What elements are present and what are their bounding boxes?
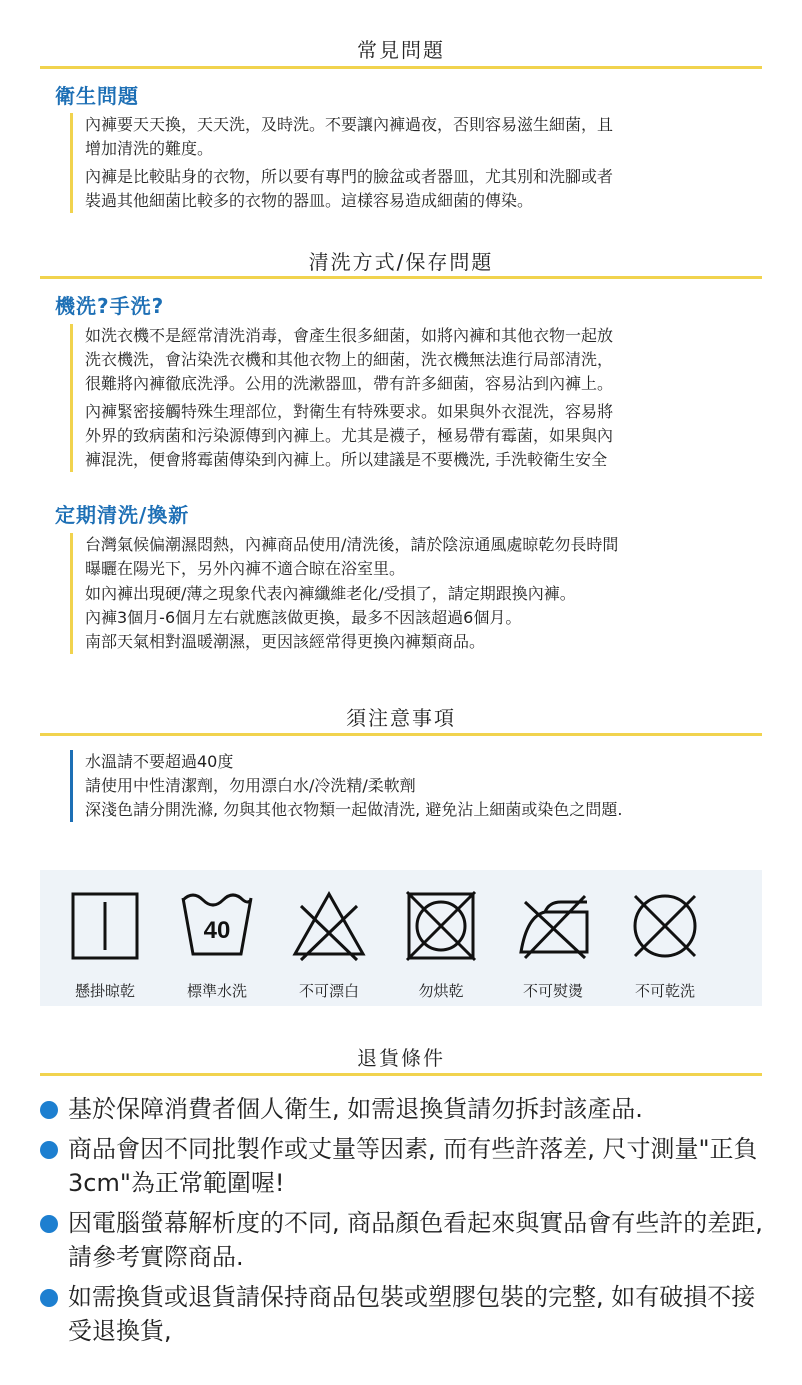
care-label: 不可熨燙	[522, 982, 583, 1000]
bullet-icon	[40, 1101, 58, 1119]
care-item-no-bleach	[274, 884, 384, 1004]
machine-para-2	[85, 400, 613, 472]
text-line: 外界的致病菌和污染源傳到內褲上。尤其是襪子，極易帶有霉菌，如果與內	[85, 426, 614, 445]
return-text: 基於保障消費者個人衛生, 如需退換貨請勿拆封該產品.	[68, 1095, 643, 1123]
return-text: 商品會因不同批製作或丈量等因素, 而有些許落差, 尺寸測量"正負3cm"為正常範圍喔!	[68, 1135, 758, 1197]
returns-title: 退貨條件	[357, 1046, 445, 1070]
machine-text	[70, 324, 613, 472]
care-symbols-panel	[40, 870, 762, 1006]
care-label: 標準水洗	[186, 982, 247, 1000]
bullet-icon	[40, 1289, 58, 1307]
hygiene-para-2	[85, 165, 613, 213]
care-label: 勿烘乾	[418, 982, 464, 1000]
text-line: 內褲3個月-6個月左右就應該做更換，最多不因該超過6個月。	[85, 608, 522, 627]
machine-para-1	[85, 324, 613, 396]
text-line: 請使用中性清潔劑，勿用漂白水/冷洗精/柔軟劑	[85, 776, 416, 795]
text-line: 水溫請不要超過40度	[85, 752, 234, 771]
machine-heading: 機洗?手洗?	[55, 294, 165, 318]
list-item	[40, 1206, 770, 1274]
care-label: 懸掛晾乾	[74, 982, 135, 1000]
no-dry-clean-icon	[627, 888, 703, 964]
washing-rule	[40, 276, 762, 279]
text-line: 台灣氣候偏潮濕悶熱，內褲商品使用/清洗後，請於陰涼通風處晾乾勿長時間	[85, 535, 619, 554]
regular-para-2	[85, 582, 618, 654]
care-item-no-dry-clean	[610, 884, 720, 1004]
text-line: 內褲是比較貼身的衣物，所以要有專門的臉盆或者器皿，尤其別和洗腳或者	[85, 167, 614, 186]
wash-40-icon	[179, 888, 255, 964]
no-iron-icon	[515, 888, 591, 964]
hygiene-para-1	[85, 113, 613, 161]
regular-text	[70, 533, 618, 654]
care-label: 不可乾洗	[634, 982, 695, 1000]
returns-list	[40, 1092, 770, 1354]
return-text: 如需換貨或退貨請保持商品包裝或塑膠包裝的完整, 如有破損不接受退換貨,	[68, 1283, 756, 1345]
text-line: 南部天氣相對溫暖潮濕，更因該經常得更換內褲類商品。	[85, 632, 486, 651]
text-line: 增加清洗的難度。	[85, 139, 214, 158]
care-label: 不可漂白	[298, 982, 359, 1000]
notes-title: 須注意事項	[346, 706, 456, 730]
return-text: 因電腦螢幕解析度的不同, 商品顏色看起來與實品會有些許的差距, 請參考實際商品.	[68, 1209, 763, 1271]
faq-title: 常見問題	[357, 38, 445, 62]
regular-para-1	[85, 533, 618, 581]
text-line: 裝過其他細菌比較多的衣物的器皿。這樣容易造成細菌的傳染。	[85, 191, 534, 210]
care-item-no-tumble-dry	[386, 884, 496, 1004]
bullet-icon	[40, 1141, 58, 1159]
list-item	[40, 1280, 770, 1348]
bullet-icon	[40, 1215, 58, 1233]
text-line: 內褲要天天換，天天洗，及時洗。不要讓內褲過夜，否則容易滋生細菌，且	[85, 115, 614, 134]
care-item-wash-40	[162, 884, 272, 1004]
text-line: 內褲緊密接觸特殊生理部位，對衛生有特殊要求。如果與外衣混洗，容易將	[85, 402, 614, 421]
text-line: 很難將內褲徹底洗淨。公用的洗漱器皿，帶有許多細菌，容易沾到內褲上。	[85, 374, 614, 393]
washing-title: 清洗方式/保存問題	[308, 250, 494, 274]
hygiene-heading: 衛生問題	[55, 84, 139, 108]
regular-heading: 定期清洗/換新	[55, 503, 190, 527]
notes-rule	[40, 733, 762, 736]
notes-list	[85, 750, 622, 822]
text-line: 褲混洗，便會將霉菌傳染到內褲上。所以建議是不要機洗, 手洗較衛生安全	[85, 450, 608, 469]
notes-text	[70, 750, 622, 822]
text-line: 深淺色請分開洗滌, 勿與其他衣物類一起做清洗, 避免沾上細菌或染色之問題.	[85, 800, 623, 819]
returns-rule	[40, 1073, 762, 1076]
no-tumble-dry-icon	[403, 888, 479, 964]
text-line: 如內褲出現硬/薄之現象代表內褲纖維老化/受損了，請定期跟換內褲。	[85, 584, 576, 603]
wash-temp: 40	[203, 917, 231, 944]
list-item	[40, 1132, 770, 1200]
hang-dry-icon	[67, 888, 143, 964]
text-line: 洗衣機洗，會沾染洗衣機和其他衣物上的細菌，洗衣機無法進行局部清洗，	[85, 350, 614, 369]
faq-rule	[40, 66, 762, 69]
care-item-no-iron	[498, 884, 608, 1004]
list-item	[40, 1092, 770, 1126]
hygiene-text	[70, 113, 613, 213]
text-line: 曝曬在陽光下，另外內褲不適合晾在浴室里。	[85, 559, 406, 578]
text-line: 如洗衣機不是經常清洗消毒，會產生很多細菌，如將內褲和其他衣物一起放	[85, 326, 614, 345]
care-item-hang-dry	[50, 884, 160, 1004]
no-bleach-icon	[291, 888, 367, 964]
